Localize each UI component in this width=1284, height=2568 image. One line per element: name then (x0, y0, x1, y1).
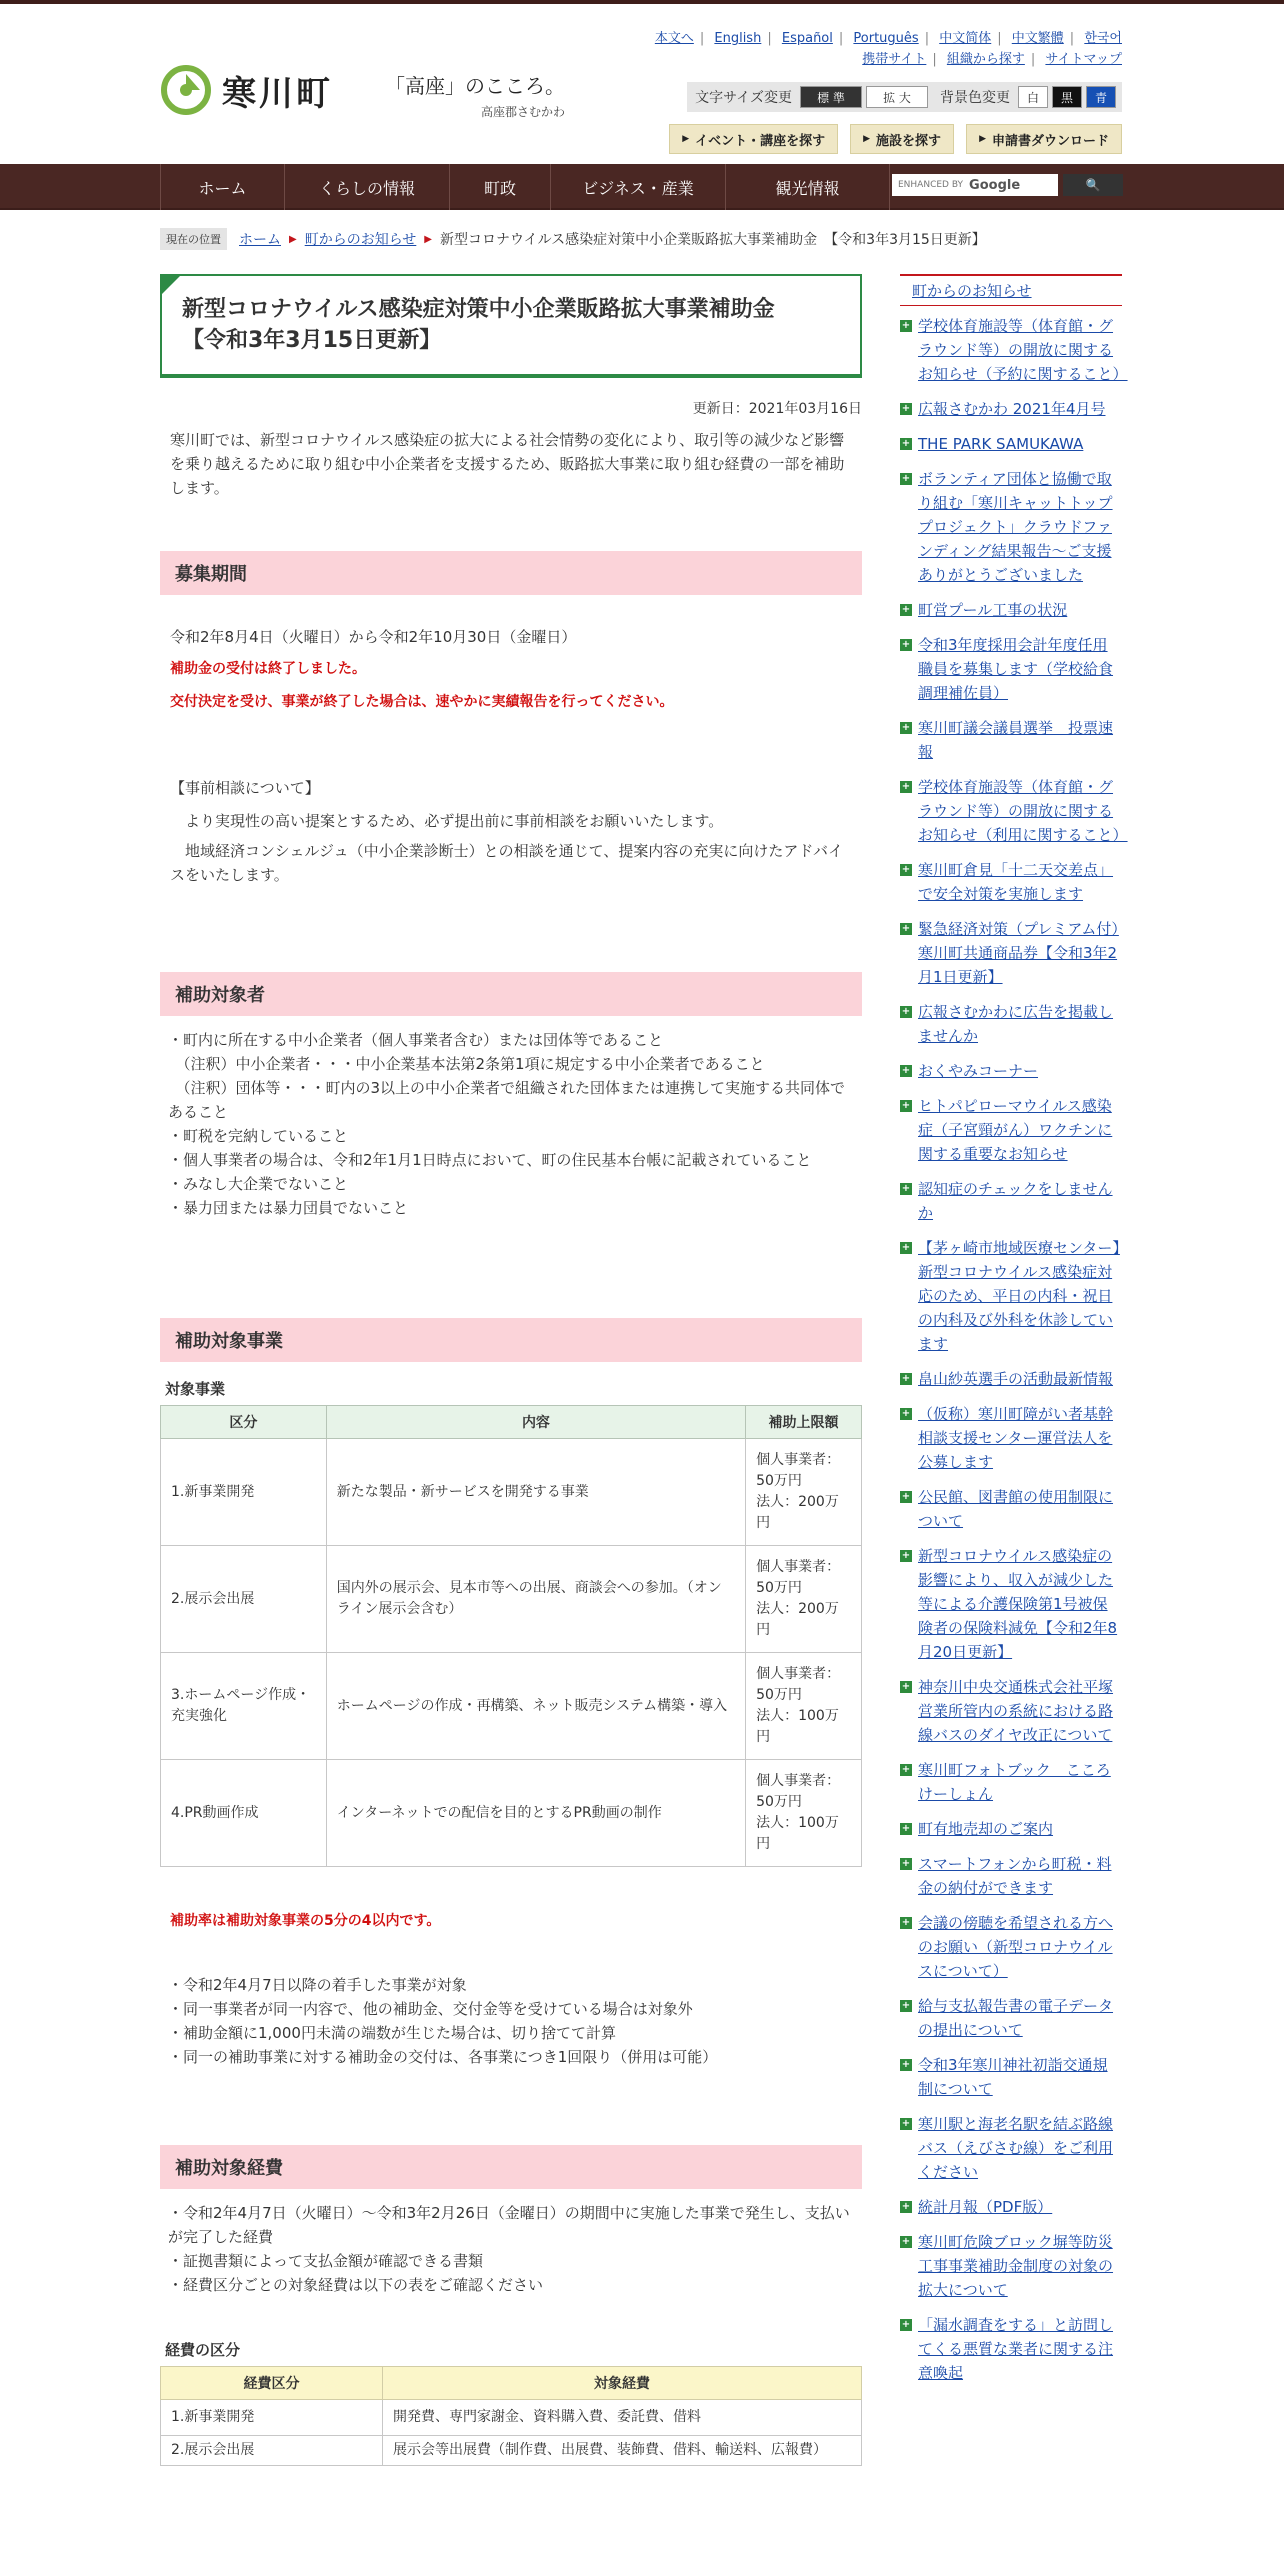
table-cell: 1.新事業開発 (161, 2400, 383, 2436)
arrow-right-icon: ▶ (979, 134, 986, 144)
quick-links (669, 124, 1122, 154)
sidebar (900, 274, 1128, 2396)
font-size-standard-button[interactable]: 標 準 (800, 86, 862, 108)
plus-icon: + (901, 2118, 911, 2129)
page-title (160, 274, 862, 378)
expense-table (160, 2366, 862, 2466)
facility-search-label: 施設を探す (876, 133, 942, 149)
sidebar-news-item[interactable] (900, 2230, 1122, 2302)
sidebar-news-item[interactable] (900, 633, 1122, 705)
town-emblem-icon (160, 64, 212, 116)
sidebar-news-link[interactable]: 学校体育施設等（体育館・グラウンド等）の開放に関するお知らせ（予約に関すること） (918, 317, 1128, 383)
plus-icon: + (901, 1100, 911, 1111)
nav-business[interactable]: ビジネス・産業 (550, 164, 725, 210)
table-cell (746, 1653, 862, 1760)
limit-corporate: 法人：100万円 (756, 1815, 839, 1852)
plus-icon: + (901, 1823, 911, 1834)
sidebar-news-link[interactable]: おくやみコーナー (918, 1062, 1039, 1080)
note-item: ・補助金額に1,000円未満の端数が生じた場合は、切り捨てて計算 (168, 2024, 616, 2042)
sidebar-news-link[interactable]: ボランティア団体と協働で取り組む「寒川キャットトッププロジェクト」クラウドファンディング結果報告～ご支援ありがとうございました (918, 470, 1113, 584)
table-header: 経費区分 (161, 2367, 383, 2400)
breadcrumb-home[interactable]: ホーム (239, 232, 281, 248)
breadcrumb-arrow-icon: ▶ (289, 233, 297, 245)
sidebar-news-link[interactable]: THE PARK SAMUKAWA (918, 435, 1084, 453)
plus-icon: + (901, 1550, 911, 1561)
town-name: 寒川町 (222, 73, 333, 114)
nav-government[interactable]: 町政 (449, 164, 550, 210)
sitemap-link[interactable]: サイトマップ (1045, 52, 1122, 67)
sidebar-news-item[interactable] (900, 1367, 1122, 1391)
plus-icon: + (901, 1373, 911, 1384)
expense-item: ・経費区分ごとの対象経費は以下の表をご確認ください (168, 2276, 544, 2294)
plus-icon: + (901, 2236, 911, 2247)
event-search-label: イベント・講座を探す (695, 133, 826, 149)
plus-icon: + (901, 1408, 911, 1419)
sidebar-news-link[interactable]: 緊急経済対策（プレミアム付）寒川町共通商品券【令和3年2月1日更新】 (918, 920, 1119, 986)
plus-icon: + (901, 320, 911, 331)
table-cell: 1.新事業開発 (161, 1439, 327, 1546)
sidebar-news-item[interactable] (900, 1485, 1122, 1533)
lang-link[interactable]: 中文繁體 (1011, 31, 1064, 46)
section-heading-projects: 補助対象事業 (160, 1318, 862, 1362)
tagline-main: 「高座」のこころ。 (385, 74, 565, 98)
sidebar-news-item[interactable] (900, 1059, 1122, 1083)
sidebar-news-link[interactable]: 認知症のチェックをしませんか (918, 1180, 1113, 1222)
font-size-label: 文字サイズ変更 (695, 90, 792, 106)
limit-individual: 個人事業者：50万円 (756, 1666, 841, 1703)
sidebar-news-item[interactable] (900, 1402, 1122, 1474)
table-row (161, 2400, 862, 2436)
form-download-label: 申請書ダウンロード (991, 133, 1109, 149)
eligible-item: （注釈）団体等・・・町内の3以上の中小企業者で組織された団体または連携して実施する共同体であること (168, 1079, 846, 1121)
table-cell (746, 1760, 862, 1867)
search-icon: 🔍 (1085, 178, 1101, 192)
sidebar-news-item[interactable] (900, 1675, 1122, 1747)
plus-icon: + (901, 1006, 911, 1017)
sidebar-news-item[interactable] (900, 2195, 1122, 2219)
plus-icon: + (901, 639, 911, 650)
notice-report: 交付決定を受け、事業が終了した場合は、速やかに実績報告を行ってください。 (170, 694, 674, 710)
sidebar-news-item[interactable] (900, 2053, 1122, 2101)
breadcrumb-here-label: 現在の位置 (160, 228, 227, 250)
table-header: 対象経費 (383, 2367, 862, 2400)
lang-link[interactable]: 中文简体 (939, 31, 992, 46)
event-search-button[interactable] (669, 124, 838, 154)
sidebar-news-link[interactable]: 寒川町フォトブック こころけーしょん (918, 1761, 1111, 1803)
expense-table-title: 経費の区分 (165, 2341, 241, 2359)
sidebar-news-link[interactable]: スマートフォンから町税・料金の納付ができます (918, 1855, 1112, 1897)
site-logo[interactable] (160, 64, 333, 116)
sidebar-news-link[interactable]: 町有地売却のご案内 (918, 1820, 1054, 1838)
plus-icon: + (901, 1917, 911, 1928)
tagline-sub: 高座郡さむかわ (480, 105, 565, 119)
sidebar-news-link[interactable]: 神奈川中央交通株式会社平塚営業所管内の系統における路線バスのダイヤ改正について (918, 1678, 1114, 1744)
table-cell: 開発費、専門家謝金、資料購入費、委託費、借料 (383, 2400, 862, 2436)
table-header: 区分 (161, 1406, 327, 1439)
section-heading-period: 募集期間 (160, 551, 862, 595)
breadcrumb-arrow-icon: ▶ (424, 233, 432, 245)
consult-title: 【事前相談について】 (170, 779, 320, 797)
sidebar-news-item[interactable] (900, 917, 1122, 989)
eligible-item: ・町内に所在する中小企業者（個人事業者含む）または団体等であること (168, 1031, 664, 1049)
arrow-right-icon: ▶ (863, 134, 871, 144)
sidebar-news-link[interactable]: 令和3年度採用会計年度任用職員を募集します（学校給食調理補佐員） (918, 636, 1114, 702)
table-cell: 2.展示会出展 (161, 1546, 327, 1653)
intro-text: 寒川町では、新型コロナウイルス感染症の拡大による社会情勢の変化により、取引等の減少など影響を乗り越えるために取り組む中小企業者を支援するため、販路拡大事業に取り組む経費の一部を補助します。 (170, 431, 845, 497)
sidebar-news-item[interactable] (900, 467, 1122, 587)
sidebar-news-item[interactable] (900, 598, 1122, 622)
sidebar-news-item[interactable] (900, 397, 1122, 421)
table-cell: インターネットでの配信を目的とするPR動画の制作 (326, 1760, 745, 1867)
sidebar-news-item[interactable] (900, 1236, 1122, 1356)
sidebar-news-link[interactable]: 広報さむかわ 2021年4月号 (918, 400, 1106, 418)
table-row (161, 1653, 862, 1760)
plus-icon: + (901, 403, 911, 414)
table-cell: 2.展示会出展 (161, 2436, 383, 2466)
breadcrumb-notices[interactable]: 町からのお知らせ (304, 232, 417, 248)
sidebar-news-item[interactable] (900, 1758, 1122, 1806)
sidebar-news-item[interactable] (900, 1000, 1122, 1048)
plus-icon: + (901, 1183, 911, 1194)
section-heading-eligible: 補助対象者 (160, 972, 862, 1016)
eligible-item: ・みなし大企業でないこと (168, 1175, 349, 1193)
sidebar-news-link[interactable]: 統計月報（PDF版） (918, 2198, 1053, 2216)
limit-individual: 個人事業者：50万円 (756, 1452, 841, 1489)
nav-home[interactable]: ホーム (160, 164, 284, 210)
expense-list (160, 2201, 862, 2297)
table-header: 内容 (326, 1406, 745, 1439)
bg-black-button[interactable]: 黒 (1052, 86, 1082, 108)
plus-icon: + (901, 438, 911, 449)
plus-icon: + (901, 864, 911, 875)
form-download-button[interactable] (966, 124, 1122, 154)
table-cell: 展示会等出展費（制作費、出展費、装飾費、借料、輸送料、広報費） (383, 2436, 862, 2466)
eligible-item: （注釈）中小企業者・・・中小企業基本法第2条第1項に規定する中小企業者であること (168, 1055, 765, 1073)
plus-icon: + (901, 2000, 911, 2011)
table-cell: 4.PR動画作成 (161, 1760, 327, 1867)
plus-icon: + (901, 473, 911, 484)
sidebar-news-item[interactable] (900, 314, 1128, 386)
note-item: ・令和2年4月7日以降の着手した事業が対象 (168, 1976, 467, 1994)
sidebar-news-link[interactable]: （仮称）寒川町障がい者基幹相談支援センター運営法人を公募します (918, 1405, 1114, 1471)
breadcrumb-current: 新型コロナウイルス感染症対策中小企業販路拡大事業補助金 【令和3年3月15日更新】 (440, 232, 986, 248)
eligible-item: ・個人事業者の場合は、令和2年1月1日時点において、町の住民基本台帳に記載されていること (168, 1151, 812, 1169)
consult-text-1: より実現性の高い提案とするため、必ず提出前に事前相談をお願いいたします。 (170, 812, 724, 830)
sidebar-news-item[interactable] (900, 716, 1122, 764)
sidebar-news-item[interactable] (900, 2313, 1122, 2385)
plus-icon: + (901, 1242, 911, 1253)
global-nav-items (160, 164, 890, 210)
limit-individual: 個人事業者：50万円 (756, 1559, 841, 1596)
plus-icon: + (901, 604, 911, 615)
sidebar-news-link[interactable]: 給与支払報告書の電子データの提出について (918, 1997, 1114, 2039)
sidebar-news-link[interactable]: 【茅ヶ崎市地域医療センター】新型コロナウイルス感染症対応のため、平日の内科・祝日の内科及び外科を休診しています (918, 1239, 1120, 1353)
page-title-line2: 【令和3年3月15日更新】 (182, 328, 442, 353)
notice-closed: 補助金の受付は終了しました。 (170, 661, 366, 677)
sidebar-news-item[interactable] (900, 1852, 1122, 1900)
sidebar-news-link[interactable]: ヒトパピローマウイルス感染症（子宮頸がん）ワクチンに関する重要なお知らせ (918, 1097, 1113, 1163)
table-cell: ホームページの作成・再構築、ネット販売システム構築・導入 (326, 1653, 745, 1760)
language-links: 本文へ | English | Español | Português | 中文简体 | 中文繁體 | 한국어 携帯サイト | 組織から探す | サイトマップ (654, 31, 1122, 67)
lang-link[interactable]: Português (853, 31, 919, 46)
bg-color-label: 背景色変更 (940, 90, 1010, 106)
updated-date: 更新日：2021年03月16日 (692, 401, 862, 417)
sidebar-news-item[interactable] (900, 1544, 1122, 1664)
plus-icon: + (901, 2059, 911, 2070)
plus-icon: + (901, 1858, 911, 1869)
search-input[interactable] (892, 174, 1058, 196)
sidebar-news-item[interactable] (900, 1177, 1122, 1225)
sidebar-news-item[interactable] (900, 432, 1122, 456)
table-row (161, 2436, 862, 2466)
limit-corporate: 法人：100万円 (756, 1708, 839, 1745)
sidebar-news-item[interactable] (900, 1994, 1122, 2042)
search-button[interactable] (1063, 174, 1123, 196)
projects-table (160, 1405, 862, 1867)
section-heading-expenses: 補助対象経費 (160, 2145, 862, 2189)
table-header: 補助上限額 (746, 1406, 862, 1439)
consult-text-2: 地域経済コンシェルジュ（中小企業診断士）との相談を通じて、提案内容の充実に向けたアドバイスをいたします。 (170, 842, 844, 884)
note-item: ・同一事業者が同一内容で、他の補助金、交付金等を受けている場合は対象外 (168, 2000, 693, 2018)
search-brand: Google (969, 177, 1021, 193)
limit-corporate: 法人：200万円 (756, 1601, 839, 1638)
lang-link[interactable]: English (714, 31, 762, 46)
eligible-list (160, 1028, 862, 1220)
breadcrumb (160, 228, 986, 250)
sidebar-news-link[interactable]: 寒川町議会議員選挙 投票速報 (918, 719, 1114, 761)
plus-icon: + (901, 2201, 911, 2212)
expense-item: ・証拠書類によって支払金額が確認できる書類 (168, 2252, 484, 2270)
arrow-right-icon: ▶ (682, 134, 690, 144)
period-text: 令和2年8月4日（火曜日）から令和2年10月30日（金曜日） (170, 628, 577, 646)
expense-item: ・令和2年4月7日（火曜日）～令和3年2月26日（金曜日）の期間中に実施した事業で発生し、支払いが完了した経費 (168, 2204, 850, 2246)
sidebar-news-link[interactable]: 寒川駅と海老名駅を結ぶ路線バス（えびさむ線）をご利用ください (918, 2115, 1114, 2181)
sidebar-news-link[interactable]: 学校体育施設等（体育館・グラウンド等）の開放に関するお知らせ（利用に関すること） (918, 778, 1128, 844)
search-placeholder: ENHANCED BY (898, 180, 964, 190)
nav-living[interactable]: くらしの情報 (284, 164, 449, 210)
sidebar-news-link[interactable]: 畠山紗英選手の活動最新情報 (918, 1370, 1114, 1388)
lang-link[interactable]: 本文へ (654, 31, 694, 46)
table-cell: 新たな製品・新サービスを開発する事業 (326, 1439, 745, 1546)
plus-icon: + (901, 722, 911, 733)
bg-white-button[interactable]: 白 (1018, 86, 1048, 108)
lang-link[interactable]: Español (781, 31, 833, 46)
sidebar-list (900, 314, 1128, 2385)
facility-search-button[interactable] (850, 124, 954, 154)
sidebar-news-link[interactable]: 「漏水調査をする」と訪問してくる悪質な業者に関する注意喚起 (918, 2316, 1114, 2382)
subsidy-rate: 補助率は補助対象事業の5分の4以内です。 (170, 1913, 441, 1929)
sidebar-news-item[interactable] (900, 1911, 1122, 1983)
table-cell (746, 1439, 862, 1546)
font-size-large-button[interactable]: 拡 大 (866, 86, 928, 108)
sidebar-news-link[interactable]: 新型コロナウイルス感染症の影響により、収入が減少した等による介護保険第1号被保険者の保険料減免【令和2年8月20日更新】 (918, 1547, 1118, 1661)
sidebar-heading-link[interactable]: 町からのお知らせ (912, 282, 1032, 300)
org-search-link[interactable]: 組織から探す (946, 52, 1025, 67)
table-row (161, 1760, 862, 1867)
limit-individual: 個人事業者：50万円 (756, 1773, 841, 1810)
table-cell: 国内外の展示会、見本市等への出展、商談会への参加。（オンライン展示会含む） (326, 1546, 745, 1653)
sidebar-news-link[interactable]: 寒川町危険ブロック塀等防災工事事業補助金制度の対象の拡大について (918, 2233, 1114, 2299)
sidebar-news-item[interactable] (900, 858, 1122, 906)
plus-icon: + (901, 2319, 911, 2330)
projects-table-title: 対象事業 (165, 1380, 226, 1398)
page-title-line1: 新型コロナウイルス感染症対策中小企業販路拡大事業補助金 (182, 297, 775, 322)
plus-icon: + (901, 781, 911, 792)
plus-icon: + (901, 1764, 911, 1775)
title-corner-mark (162, 276, 180, 294)
tagline (385, 70, 565, 120)
sidebar-news-link[interactable]: 公民館、図書館の使用制限について (918, 1488, 1114, 1530)
sidebar-news-item[interactable] (900, 2112, 1122, 2184)
site-header (0, 4, 1284, 164)
sidebar-news-item[interactable] (900, 1094, 1122, 1166)
nav-tourism[interactable]: 観光情報 (725, 164, 890, 210)
plus-icon: + (901, 1491, 911, 1502)
project-notes (160, 1973, 862, 2069)
plus-icon: + (901, 923, 911, 934)
sidebar-news-item[interactable] (900, 1817, 1122, 1841)
note-item: ・同一の補助事業に対する補助金の交付は、各事業につき1回限り（併用は可能） (168, 2048, 718, 2066)
sidebar-heading[interactable] (900, 274, 1122, 306)
table-row (161, 1439, 862, 1546)
limit-corporate: 法人：200万円 (756, 1494, 839, 1531)
plus-icon: + (901, 1065, 911, 1076)
plus-icon: + (901, 1681, 911, 1692)
mobile-site-link[interactable]: 携帯サイト (862, 52, 927, 67)
table-row (161, 1546, 862, 1653)
sidebar-news-link[interactable]: 町営プール工事の状況 (918, 601, 1068, 619)
bg-blue-button[interactable]: 青 (1086, 86, 1116, 108)
lang-link[interactable]: 한국어 (1084, 31, 1122, 46)
eligible-item: ・暴力団または暴力団員でないこと (168, 1199, 409, 1217)
table-cell (746, 1546, 862, 1653)
sidebar-news-link[interactable]: 会議の傍聴を希望される方へのお願い（新型コロナウイルスについて） (918, 1914, 1114, 1980)
sidebar-news-link[interactable]: 令和3年寒川神社初詣交通規制について (918, 2056, 1108, 2098)
display-preferences (687, 82, 1122, 112)
sidebar-news-item[interactable] (900, 775, 1128, 847)
main-content (160, 274, 862, 2466)
table-cell: 3.ホームページ作成・充実強化 (161, 1653, 327, 1760)
sidebar-news-link[interactable]: 広報さむかわに広告を掲載しませんか (918, 1003, 1114, 1045)
sidebar-news-link[interactable]: 寒川町倉見「十二天交差点」で安全対策を実施します (918, 861, 1114, 903)
eligible-item: ・町税を完納していること (168, 1127, 349, 1145)
